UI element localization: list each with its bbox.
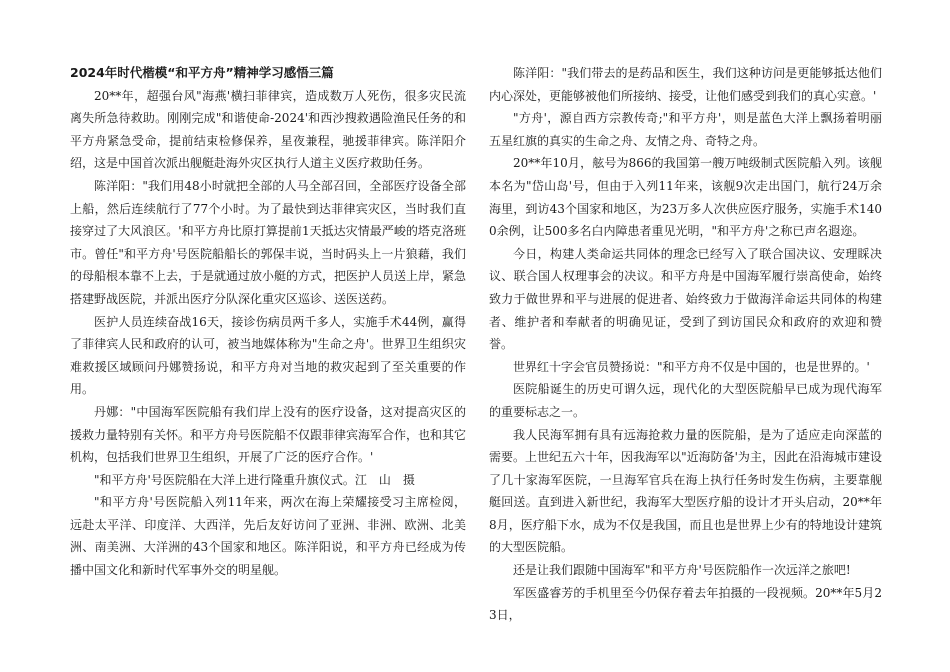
paragraph: 还是让我们跟随中国海军"和平方舟'号医院船作一次远洋之旅吧! xyxy=(513,563,851,578)
paragraph: 军医盛睿芳的手机里至今仍保存着去年拍摄的一段视频。20**年5月23日， xyxy=(489,585,882,623)
right-column xyxy=(489,62,882,627)
paragraph: 医护人员连续奋战16天，接诊伤病员两千多人，实施手术44例，赢得了菲律宾人民和政府的认可，被当地媒体称为"生命之舟'。世界卫生组织灾难救援区域顾问丹娜赞扬说，和平方舟对当地的救灾起到了至关重要的作用。 xyxy=(70,314,466,397)
photo-caption: "和平方舟'号医院船在大洋上进行隆重升旗仪式。江 山 摄 xyxy=(94,472,415,487)
paragraph: "方舟'，源自西方宗教传奇;"和平方舟'，则是蓝色大洋上飘扬着明丽五星红旗的真实的生命之舟、友情之舟、奇特之舟。 xyxy=(489,111,882,148)
paragraph: 丹娜："中国海军医院船有我们岸上没有的医疗设备，这对提高灾区的援救力量特别有关怀。和平方舟号医院船不仅跟菲律宾海军合作，也和其它机构，包括我们世界卫生组织，开展了广泛的医疗合作。' xyxy=(70,404,467,465)
paragraph: 20**年，超强台风"海燕'横扫菲律宾，造成数万人死伤，很多灾民流离失所急待救助。刚刚完成"和谐使命-2024'和西沙搜救遇险渔民任务的和平方舟紧急受命，提前结束检修保养，星夜兼程，驰援菲律宾。陈洋阳介绍，这是中国首次派出舰艇赴海外灾区执行人道主义医疗救助任务。 xyxy=(70,88,466,171)
document-title: 2024年时代楷模“和平方舟”精神学习感悟三篇 xyxy=(70,65,334,80)
paragraph: 今日，构建人类命运共同体的理念已经写入了联合国决议、安理睬决议、联合国人权理事会的决议。和平方舟是中国海军履行崇高使命，始终致力于做世界和平与进展的促进者、始终致力于做海洋命运共同体的构建者、维护者和奉献者的明确见证，受到了到访国民众和政府的欢迎和赞誉。 xyxy=(489,246,882,352)
paragraph: 医院船诞生的历史可谓久远，现代化的大型医院船早已成为现代海军的重要标志之一。 xyxy=(489,382,882,419)
paragraph: "和平方舟'号医院船入列11年来，两次在海上荣耀接受习主席检阅，远赴太平洋、印度洋、大西洋，先后友好访问了亚洲、非洲、欧洲、北美洲、南美洲、大洋洲的43个国家和地区。陈洋阳说，和平方舟已经成为传播中国文化和新时代军事外交的明星舰。 xyxy=(70,495,466,578)
paragraph: 20**年10月，舷号为866的我国第一艘万吨级制式医院船入列。该舰本名为"岱山岛'号，但由于入列11年来，该舰9次走出国门，航行24万余海里，到访43个国家和地区，为23万多人次供应医疗服务，实施手术1400余例，让500多名白内障患者重见光明，"和平方舟'之称已声名遐迩。 xyxy=(489,156,882,239)
paragraph: 我人民海军拥有具有远海抢救力量的医院船，是为了适应走向深蓝的需要。上世纪五六十年，因我海军以"近海防备'为主，因此在沿海城市建设了几十家海军医院，一旦海军官兵在海上执行任务时发生伤病，主要靠舰艇回送。直到进入新世纪，我海军大型医疗船的设计才开头启动，20**年8月，医疗船下水，成为不仅是我国，而且也是世界上少有的特地设计建筑的大型医院船。 xyxy=(489,427,882,555)
paragraph: 陈洋阳："我们用48小时就把全部的人马全部召回，全部医疗设备全部上船，然后连续航行了77个小时。为了最快到达菲律宾灾区，当时我们直接穿过了大风浪区。'和平方舟比原打算提前1天抵达灾情最严峻的塔克洛班市。曾任"和平方舟'号医院船船长的郭保丰说，当时码头上一片狼藉，我们的母船根本靠不上去，于是就通过放小艇的方式，把医护人员送上岸，紧急搭建野战医院，并派出医疗分队深化重灾区巡诊、送医送药。 xyxy=(70,178,467,306)
paragraph: 世界红十字会官员赞扬说："和平方舟不仅是中国的，也是世界的。' xyxy=(513,359,870,374)
paragraph: 陈洋阳："我们带去的是药品和医生，我们这种访问是更能够抵达他们内心深处，更能够被他们所接纳、接受，让他们感受到我们的真心实意。' xyxy=(489,66,882,103)
left-column xyxy=(70,62,466,582)
